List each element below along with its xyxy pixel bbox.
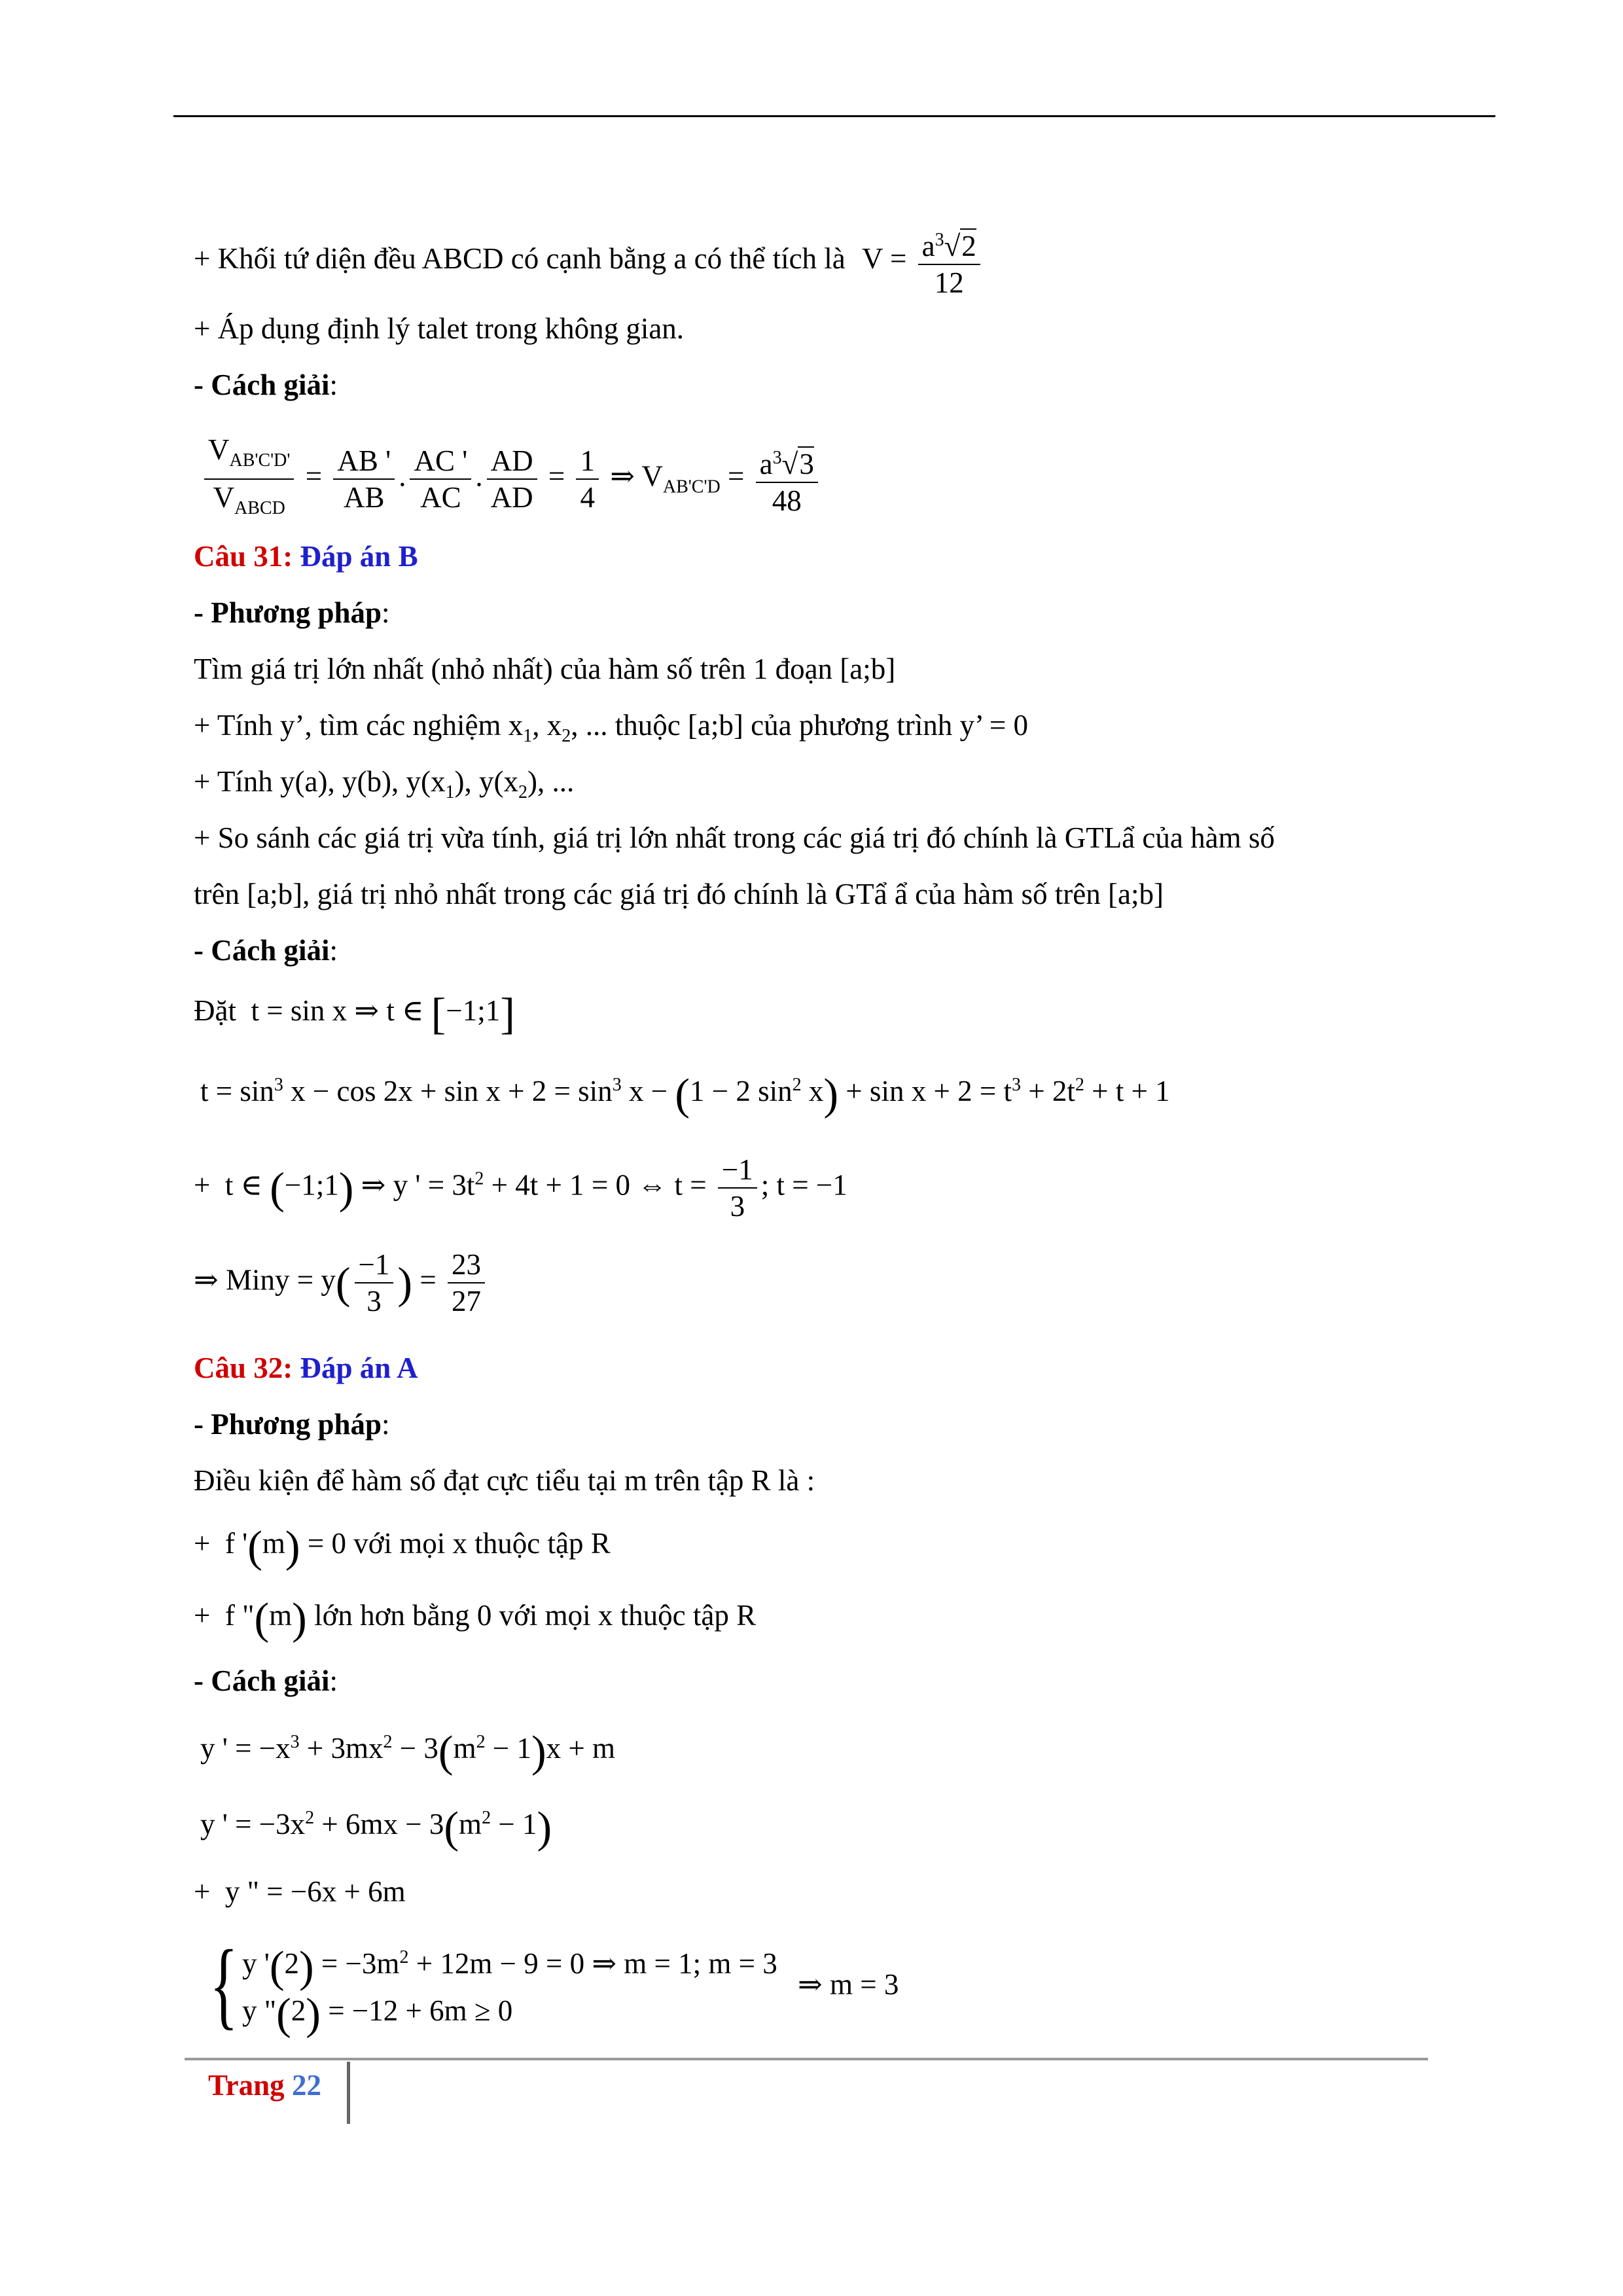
q32-heading: Câu 32: Đáp án A <box>194 1352 418 1384</box>
q31-min: ⇒ Miny = y( $\frac{-1}{3}$ ) = $\frac{23}{27}$ <box>194 1247 489 1319</box>
volume-text: + Khối tứ diện đều ABCD có cạnh bằng a có thể tích là <box>194 242 846 275</box>
volume-formula-line: + Khối tứ diện đều ABCD có cạnh bằng a có thể tích là V = $\frac{a^3√2}{12}$ <box>194 223 984 300</box>
q31-line3: + Tính y(a), y(b), $y(x_1)$, $y(x_2)$, ... <box>194 765 575 802</box>
talet-line: + Áp dụng định lý talet trong không gian. <box>194 312 685 345</box>
q32-line3: + f "(m) lớn hơn bằng 0 với mọi x thuộc tập R <box>194 1593 757 1643</box>
q32-function: y ' = $-x^3 + 3mx^2 - 3(m^2 - 1)x + m$ <box>200 1726 616 1776</box>
footer-divider <box>347 2062 350 2124</box>
q32-cach-giai-heading: - Cách giải: <box>194 1664 338 1697</box>
q31-line5: trên [a;b], giá trị nhỏ nhất trong các giá trị đó chính là GTẩ ẩ của hàm số trên [a;b] <box>194 878 1164 910</box>
q32-system: { y '$(2) = -3m^2 + 12m - 9 = 0$ ⇒ m = 1; m = 3 y "(2) = −12 + 6m ≥ 0 ⇒ m = 3 <box>209 1929 899 2039</box>
volume-fraction: $\frac{a^3√2}{12}$ <box>918 223 980 300</box>
q31-method-heading: - Phương pháp: <box>194 596 390 629</box>
cach-giai-heading: - Cách giải: <box>194 368 338 401</box>
q32-line1: Điều kiện để hàm số đạt cực tiểu tại m trên tập R là : <box>194 1464 815 1497</box>
q32-line2: + f '(m) = 0 với mọi x thuộc tập R <box>194 1521 611 1571</box>
q31-expansion: $t = \sin^3 x - \cos 2x + \sin x + 2 = \sin^3 x - (1 - 2$ $\sin^2 x) + \sin x + 2 = t^3 + 2t^2 + t + 1$ <box>200 1069 1170 1119</box>
header-rule <box>173 115 1495 117</box>
q31-substitution: Đặt t = sin x ⇒ t ∈ [−1;1] <box>194 988 515 1039</box>
q31-cach-giai-heading: - Cách giải: <box>194 934 338 967</box>
page-number: 22 <box>291 2069 321 2102</box>
page-label: Trang <box>208 2069 285 2102</box>
footer-rule <box>185 2058 1428 2060</box>
q31-line1: Tìm giá trị lớn nhất (nhỏ nhất) của hàm số trên 1 đoạn [a;b] <box>194 653 896 685</box>
q31-heading: Câu 31: Đáp án B <box>194 540 418 573</box>
q32-method-heading: - Phương pháp: <box>194 1408 390 1441</box>
q31-line2: + Tính y’, tìm các nghiệm $x_1$, $x_2$, ... thuộc [a;b] của phương trình y’ = 0 <box>194 709 1029 746</box>
q32-second-derivative: + y " = −6x + 6m <box>194 1875 406 1908</box>
q32-first-derivative: y ' = $-3x^2 + 6mx - 3(m^2 - 1)$ <box>200 1802 552 1852</box>
page-footer <box>208 2068 321 2102</box>
ratio-formula: $\frac{V_{AB'C'D'}}{V_{ABCD}}$ = $\frac{AB '}{AB}$ . $\frac{AC '}{AC}$ . $\frac{AD}{AD}$ = $\frac{1}{4}$ ⇒ $V_{AB'C'D}$ = $\frac{a^3√3}{48}$ <box>200 432 822 526</box>
q31-derivative: + t ∈ (−1;1) ⇒ y ' = $3t^2 + 4t + 1 = 0$ ⇔ t = $\frac{-1}{3}$ ; t = −1 <box>194 1153 847 1223</box>
q31-line4: + So sánh các giá trị vừa tính, giá trị lớn nhất trong các giá trị đó chính là GTLẩ của hàm số <box>194 821 1275 854</box>
